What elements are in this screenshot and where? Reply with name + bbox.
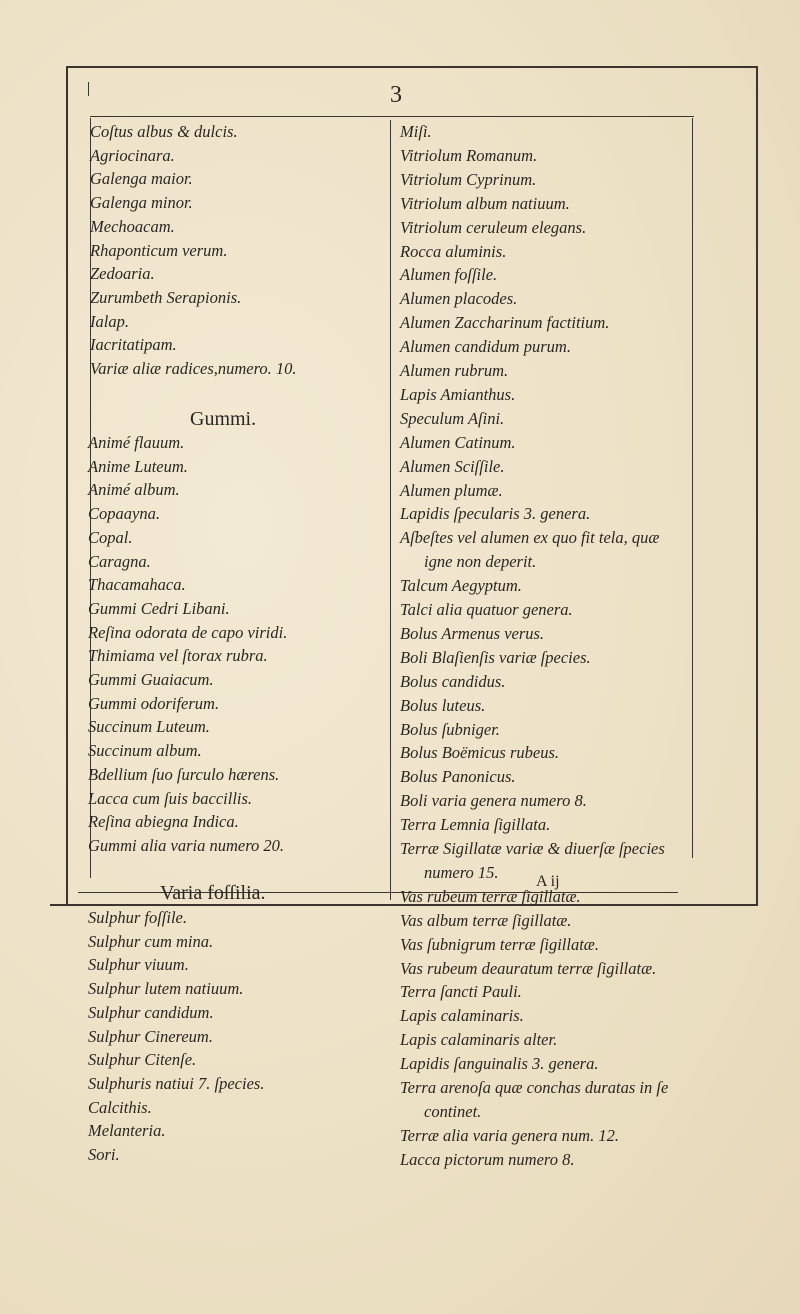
list-item: Melanteria. bbox=[88, 1121, 166, 1141]
list-item: Vas album terræ ſigillatæ. bbox=[400, 910, 572, 930]
list-item: Zurumbeth Serapionis. bbox=[90, 287, 242, 307]
list-item: Bdellium ſuo ſurculo hærens. bbox=[88, 764, 280, 784]
frame-right-rule bbox=[756, 66, 758, 904]
list-item: Bolus Boëmicus rubeus. bbox=[400, 743, 560, 763]
list-item: Agriocinara. bbox=[90, 145, 175, 165]
list-item: Talci alia quatuor genera. bbox=[400, 600, 573, 619]
list-item: Iacritatipam. bbox=[90, 335, 177, 355]
list-item: Alumen Catinum. bbox=[400, 432, 516, 452]
list-item: Zedoaria. bbox=[90, 264, 155, 284]
list-item: Talcum Aegyptum. bbox=[400, 576, 522, 596]
list-item: Lacca pictorum numero 8. bbox=[400, 1149, 575, 1169]
list-item: Variæ aliæ radices,numero. 10. bbox=[90, 359, 297, 378]
list-item: Sulphuris natiui 7. ſpecies. bbox=[88, 1073, 265, 1093]
list-item: Succinum Luteum. bbox=[88, 717, 210, 737]
list-item: Alumen rubrum. bbox=[400, 361, 509, 380]
list-item: Calcithis. bbox=[88, 1097, 152, 1117]
list-item: Sulphur lutem natiuum. bbox=[88, 979, 244, 999]
list-item: Reſina odorata de capo viridi. bbox=[88, 622, 288, 642]
list-item: Terræ alia varia genera num. 12. bbox=[400, 1125, 619, 1145]
right-column-rule bbox=[692, 118, 693, 858]
list-item: Gummi Cedri Libani. bbox=[88, 598, 230, 618]
list-item: Miſi. bbox=[400, 122, 432, 141]
list-item: Sulphur cum mina. bbox=[88, 931, 214, 951]
section-heading-fossilia: Varia foſſilia. bbox=[160, 882, 266, 904]
list-item: Terra ſancti Pauli. bbox=[400, 982, 522, 1002]
list-item: Vas rubeum terræ ſigillatæ. bbox=[400, 886, 581, 906]
list-item: Boli Blaſienſis variæ ſpecies. bbox=[400, 647, 591, 667]
list-item: continet. bbox=[424, 1101, 482, 1121]
list-item: Ialap. bbox=[90, 311, 129, 331]
list-item: Bolus ſubniger. bbox=[400, 719, 500, 739]
list-item: Lapis calaminaris. bbox=[400, 1006, 524, 1026]
list-item: Sulphur viuum. bbox=[88, 955, 189, 975]
list-item: Reſina abiegna Indica. bbox=[88, 812, 239, 832]
list-item: Sulphur Cinereum. bbox=[88, 1026, 213, 1046]
list-item: Vitriolum Romanum. bbox=[400, 145, 538, 165]
list-item: Vitriolum Cyprinum. bbox=[400, 169, 537, 189]
list-item: Animé flauum. bbox=[88, 433, 185, 452]
list-item: Alumen Zaccharinum factitium. bbox=[400, 313, 610, 333]
list-item: Copaayna. bbox=[88, 504, 160, 524]
list-item: Lapis Amianthus. bbox=[400, 384, 516, 404]
page-number: 3 bbox=[390, 82, 402, 108]
header-rule bbox=[90, 116, 694, 117]
list-item: Lapidis ſanguinalis 3. genera. bbox=[400, 1054, 599, 1074]
list-item: Bolus Panonicus. bbox=[400, 767, 516, 787]
list-item: Boli varia genera numero 8. bbox=[400, 791, 587, 811]
list-item: Sulphur candidum. bbox=[88, 1002, 214, 1022]
list-item: Coſtus albus & dulcis. bbox=[90, 122, 238, 141]
list-item: Rhaponticum verum. bbox=[90, 240, 228, 260]
list-item: Lacca cum ſuis baccillis. bbox=[88, 788, 253, 808]
list-item: Vas ſubnigrum terræ ſigillatæ. bbox=[400, 934, 599, 954]
list-item: Vas rubeum deauratum terræ ſigillatæ. bbox=[400, 958, 657, 978]
list-item: Gummi Guaiacum. bbox=[88, 670, 214, 689]
list-item: Gummi alia varia numero 20. bbox=[88, 835, 285, 855]
list-item: Succinum album. bbox=[88, 741, 202, 761]
signature-mark: A ij bbox=[536, 873, 560, 890]
list-item: Bolus Armenus verus. bbox=[400, 623, 545, 643]
list-item: Alumen plumæ. bbox=[400, 480, 503, 500]
list-item: Lapis calaminaris alter. bbox=[400, 1030, 558, 1050]
list-item: Caragna. bbox=[88, 551, 151, 571]
list-item: Bolus candidus. bbox=[400, 671, 506, 691]
list-item: Animé album. bbox=[88, 480, 180, 500]
list-item: Lapidis ſpecularis 3. genera. bbox=[400, 504, 591, 524]
section-heading-gummi: Gummi. bbox=[190, 408, 257, 430]
list-item: Mechoacam. bbox=[90, 216, 175, 236]
list-item: Vitriolum album natiuum. bbox=[400, 193, 570, 213]
list-item: Sori. bbox=[88, 1145, 120, 1164]
list-item: Galenga maior. bbox=[90, 169, 193, 189]
list-item: Terra Lemnia ſigillata. bbox=[400, 815, 551, 835]
list-item: Terra arenoſa quæ conchas duratas in ſe bbox=[400, 1078, 669, 1097]
frame-top-rule bbox=[66, 66, 758, 68]
list-item: Vitriolum ceruleum elegans. bbox=[400, 217, 587, 237]
list-item: igne non deperit. bbox=[424, 552, 537, 572]
frame-left-rule bbox=[66, 66, 68, 906]
list-item: Anime Luteum. bbox=[88, 456, 188, 476]
list-item: Terræ Sigillatæ variæ & diuerſæ ſpecies bbox=[400, 839, 665, 858]
list-item: Aſbeſtes vel alumen ex quo fit tela, quæ bbox=[400, 528, 660, 548]
list-item: Thimiama vel ſtorax rubra. bbox=[88, 646, 268, 666]
list-item: Alumen candidum purum. bbox=[400, 337, 571, 357]
list-item: Alumen placodes. bbox=[400, 289, 518, 309]
list-item: Alumen Sciſſile. bbox=[400, 456, 505, 476]
list-item: Copal. bbox=[88, 527, 133, 547]
list-item: Gummi odoriferum. bbox=[88, 693, 220, 713]
list-item: Thacamahaca. bbox=[88, 575, 186, 595]
list-item: Galenga minor. bbox=[90, 193, 193, 213]
list-item: Speculum Aſini. bbox=[400, 408, 505, 428]
column-divider bbox=[390, 120, 391, 900]
margin-mark bbox=[88, 82, 89, 96]
list-item: numero 15. bbox=[424, 862, 499, 882]
list-item: Rocca aluminis. bbox=[400, 241, 507, 261]
list-item: Sulphur Citenſe. bbox=[88, 1050, 197, 1070]
list-item: Bolus luteus. bbox=[400, 695, 486, 715]
list-item: Alumen foſſile. bbox=[400, 265, 498, 285]
list-item: Sulphur foſſile. bbox=[88, 908, 187, 927]
